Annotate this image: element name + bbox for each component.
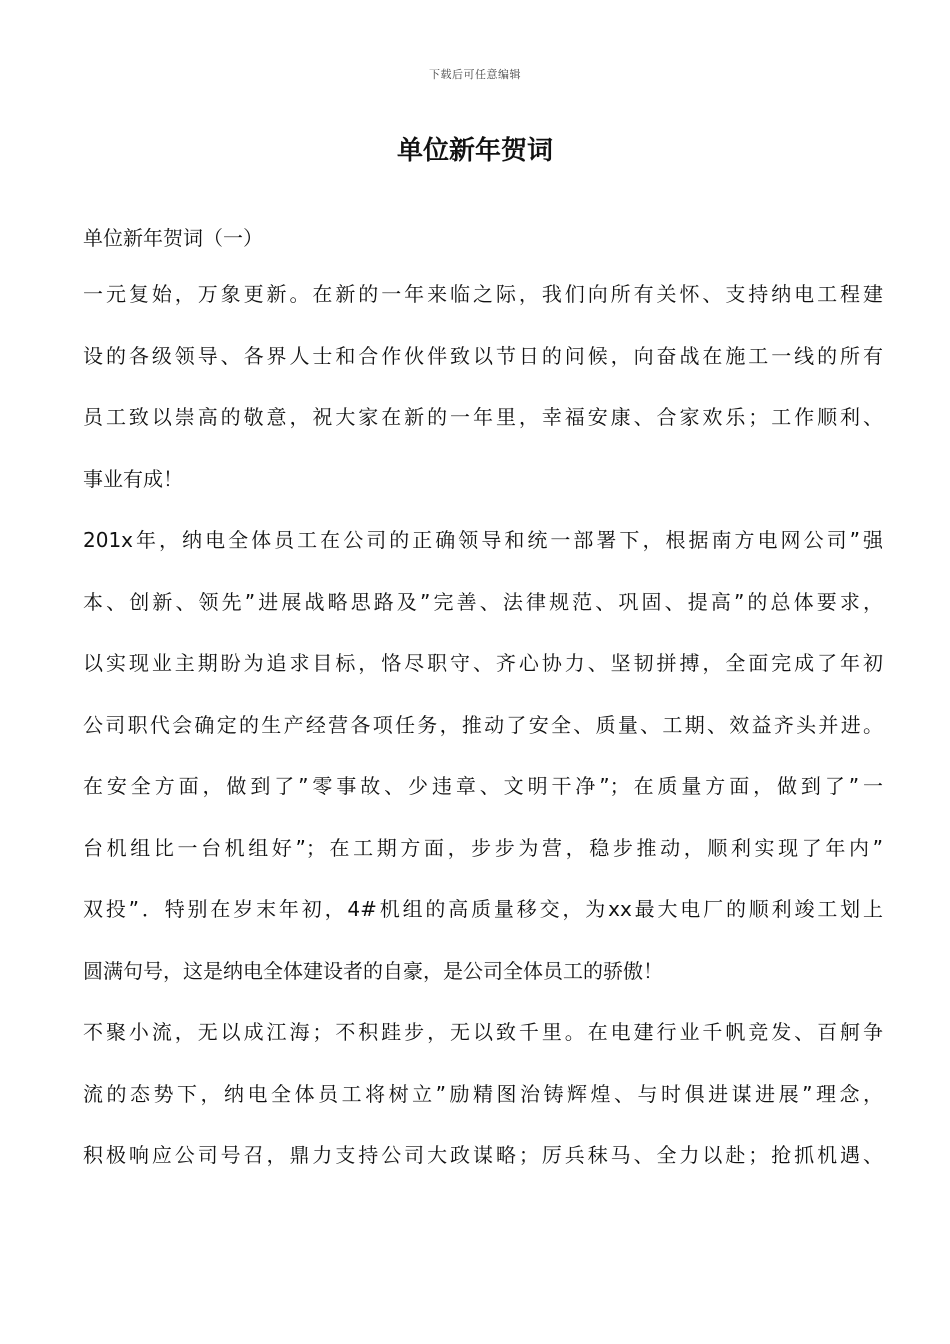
body-line: 设的各级领导、各界人士和合作伙伴致以节日的问候，向奋战在施工一线的所有 bbox=[83, 343, 883, 368]
body-line: 积极响应公司号召，鼎力支持公司大政谋略；厉兵秣马、全力以赴；抢抓机遇、 bbox=[83, 1143, 883, 1167]
document-body bbox=[83, 274, 883, 1197]
body-line: 公司职代会确定的生产经营各项任务，推动了安全、质量、工期、效益齐头并进。 bbox=[83, 712, 883, 737]
document-title: 单位新年贺词 bbox=[396, 136, 553, 166]
body-line: 在安全方面，做到了”零事故、少违章、文明干净”；在质量方面，做到了”一 bbox=[83, 774, 883, 798]
body-line: 圆满句号，这是纳电全体建设者的自豪，是公司全体员工的骄傲！ bbox=[83, 958, 663, 983]
body-line: 台机组比一台机组好”；在工期方面，步步为营，稳步推动，顺利实现了年内” bbox=[83, 835, 883, 860]
body-line: 流的态势下，纳电全体员工将树立”励精图治铸辉煌、与时俱进谋进展”理念， bbox=[83, 1081, 883, 1106]
body-line: 不聚小流，无以成江海；不积跬步，无以致千里。在电建行业千帆竞发、百舸争 bbox=[83, 1020, 883, 1044]
body-line: 双投”．特别在岁末年初，4#机组的高质量移交，为xx最大电厂的顺利竣工划上 bbox=[83, 897, 883, 921]
body-line: 员工致以崇高的敬意，祝大家在新的一年里，幸福安康、合家欢乐；工作顺利、 bbox=[83, 405, 883, 429]
body-line: 201x年，纳电全体员工在公司的正确领导和统一部署下，根据南方电网公司”强 bbox=[83, 528, 883, 552]
body-line: 本、创新、领先”进展战略思路及”完善、法律规范、巩固、提高”的总体要求， bbox=[83, 589, 883, 614]
body-line: 以实现业主期盼为追求目标，恪尽职守、齐心协力、坚韧拼搏，全面完成了年初 bbox=[83, 651, 883, 675]
body-line: 事业有成！ bbox=[83, 466, 183, 491]
body-line: 一元复始，万象更新。在新的一年来临之际，我们向所有关怀、支持纳电工程建 bbox=[83, 282, 883, 306]
section-heading: 单位新年贺词（一） bbox=[83, 226, 263, 250]
header-note: 下载后可任意编辑 bbox=[429, 68, 521, 81]
